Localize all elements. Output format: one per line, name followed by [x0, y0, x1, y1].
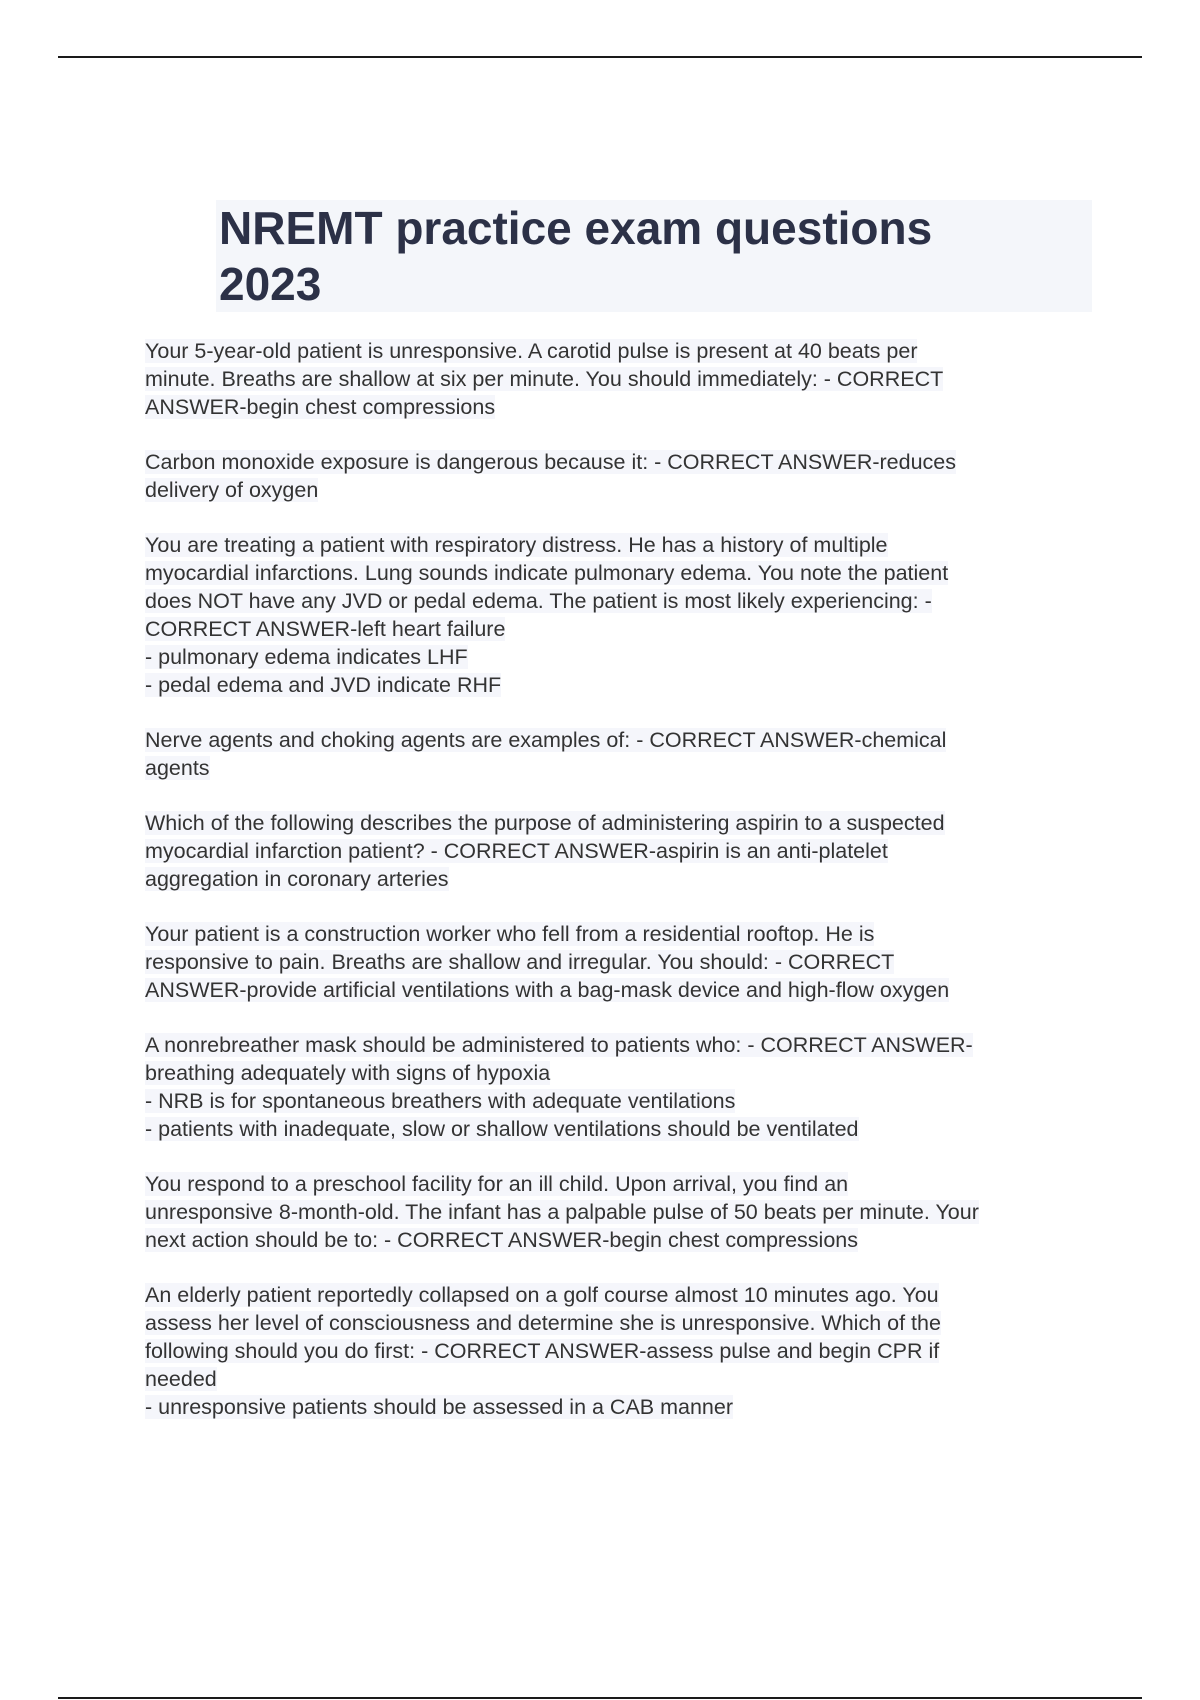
- text-line-content: breathing adequately with signs of hypoxia: [145, 1061, 551, 1085]
- text-line-content: following should you do first: - CORRECT ANSWER-assess pulse and begin CPR if: [145, 1339, 940, 1363]
- text-line: [145, 1031, 1095, 1059]
- text-line: [145, 1226, 1095, 1254]
- text-line: [145, 1281, 1095, 1309]
- text-line: [145, 754, 1095, 782]
- text-line-content: delivery of oxygen: [145, 478, 319, 502]
- text-line: [145, 1170, 1095, 1198]
- text-line-content: agents: [145, 756, 210, 780]
- text-line-content: Carbon monoxide exposure is dangerous because it: - CORRECT ANSWER-reduces: [145, 450, 956, 474]
- text-line: [145, 643, 1095, 671]
- text-line-content: does NOT have any JVD or pedal edema. The patient is most likely experiencing: -: [145, 589, 932, 613]
- text-line: [145, 587, 1095, 615]
- text-line-content: Your 5-year-old patient is unresponsive. A carotid pulse is present at 40 beats per: [145, 339, 918, 363]
- text-line: [145, 1198, 1095, 1226]
- question-answer-item: [145, 726, 1095, 782]
- text-line: [145, 865, 1095, 893]
- text-line: [145, 531, 1095, 559]
- text-line-content: Which of the following describes the purpose of administering aspirin to a suspected: [145, 811, 945, 835]
- text-line: [145, 559, 1095, 587]
- text-line-content: An elderly patient reportedly collapsed on a golf course almost 10 minutes ago. You: [145, 1283, 939, 1307]
- text-line: [145, 809, 1095, 837]
- question-answer-item: [145, 531, 1095, 699]
- text-line-content: - pulmonary edema indicates LHF: [145, 645, 468, 669]
- question-answer-item: [145, 448, 1095, 504]
- text-line: [145, 615, 1095, 643]
- text-line-content: assess her level of consciousness and determine she is unresponsive. Which of the: [145, 1311, 941, 1335]
- document-title: [216, 200, 1092, 312]
- question-answer-item: [145, 920, 1095, 1004]
- text-line: [145, 1059, 1095, 1087]
- text-line: [145, 671, 1095, 699]
- text-line: [145, 365, 1095, 393]
- text-line: [145, 1087, 1095, 1115]
- text-line: [145, 476, 1095, 504]
- text-line: [145, 948, 1095, 976]
- text-line: [145, 920, 1095, 948]
- footer-rule: [58, 1697, 1142, 1699]
- question-answer-item: [145, 1170, 1095, 1254]
- text-line-content: responsive to pain. Breaths are shallow and irregular. You should: - CORRECT: [145, 950, 895, 974]
- text-line-content: unresponsive 8-month-old. The infant has a palpable pulse of 50 beats per minute. Your: [145, 1200, 979, 1224]
- header-rule: [58, 56, 1142, 58]
- text-line: [145, 1337, 1095, 1365]
- question-answer-item: [145, 809, 1095, 893]
- text-line-content: myocardial infarction patient? - CORRECT ANSWER-aspirin is an anti-platelet: [145, 839, 888, 863]
- title-line: 2023: [219, 258, 322, 310]
- text-line-content: A nonrebreather mask should be administered to patients who: - CORRECT ANSWER-: [145, 1033, 973, 1057]
- question-list: [145, 337, 1095, 1448]
- text-line-content: - patients with inadequate, slow or shallow ventilations should be ventilated: [145, 1117, 859, 1141]
- text-line-content: Nerve agents and choking agents are examples of: - CORRECT ANSWER-chemical: [145, 728, 947, 752]
- text-line-content: Your patient is a construction worker who fell from a residential rooftop. He is: [145, 922, 875, 946]
- title-block: [216, 200, 1092, 312]
- text-line-content: minute. Breaths are shallow at six per minute. You should immediately: - CORRECT: [145, 367, 944, 391]
- text-line: [145, 726, 1095, 754]
- text-line-content: You respond to a preschool facility for an ill child. Upon arrival, you find an: [145, 1172, 849, 1196]
- text-line-content: next action should be to: - CORRECT ANSWER-begin chest compressions: [145, 1228, 858, 1252]
- text-line-content: - pedal edema and JVD indicate RHF: [145, 673, 502, 697]
- question-answer-item: [145, 337, 1095, 421]
- question-answer-item: [145, 1281, 1095, 1421]
- text-line-content: CORRECT ANSWER-left heart failure: [145, 617, 506, 641]
- text-line: [145, 337, 1095, 365]
- question-answer-item: [145, 1031, 1095, 1143]
- text-line-content: - NRB is for spontaneous breathers with adequate ventilations: [145, 1089, 736, 1113]
- text-line: [145, 1309, 1095, 1337]
- text-line-content: - unresponsive patients should be assessed in a CAB manner: [145, 1395, 734, 1419]
- text-line: [145, 1115, 1095, 1143]
- text-line-content: You are treating a patient with respiratory distress. He has a history of multiple: [145, 533, 888, 557]
- text-line-content: myocardial infarctions. Lung sounds indicate pulmonary edema. You note the patient: [145, 561, 949, 585]
- text-line-content: ANSWER-provide artificial ventilations with a bag-mask device and high-flow oxygen: [145, 978, 950, 1002]
- text-line-content: needed: [145, 1367, 217, 1391]
- text-line: [145, 837, 1095, 865]
- text-line: [145, 448, 1095, 476]
- text-line-content: ANSWER-begin chest compressions: [145, 395, 496, 419]
- title-line: NREMT practice exam questions: [219, 202, 933, 254]
- text-line: [145, 1365, 1095, 1393]
- text-line: [145, 1393, 1095, 1421]
- text-line: [145, 976, 1095, 1004]
- text-line: [145, 393, 1095, 421]
- text-line-content: aggregation in coronary arteries: [145, 867, 449, 891]
